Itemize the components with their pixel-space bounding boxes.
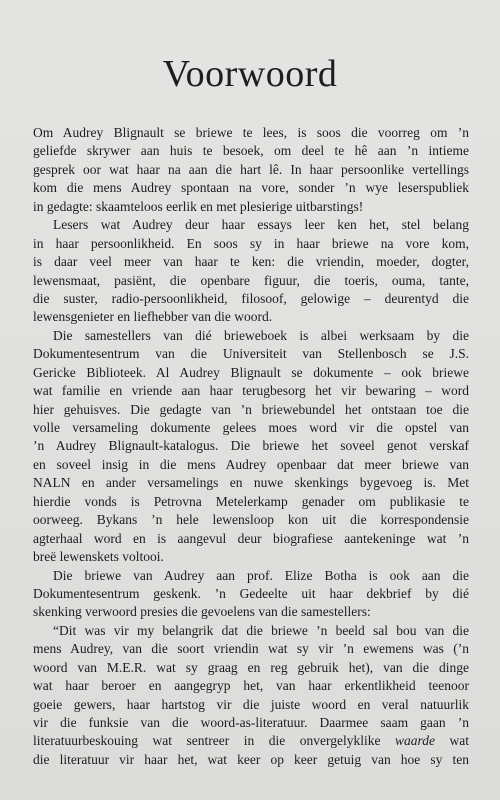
text-line: Om Audrey Blignault se briewe te lees, is soos die voorreg om ’n bbox=[33, 125, 469, 140]
emphasis-text: waarde bbox=[394, 733, 435, 749]
text-line: die suster, radio-persoonlikheid, filosoof, gelowige – deurentyd die bbox=[33, 290, 469, 306]
text-line: is daar veel meer van haar te ken: die vriendin, moeder, dogter, bbox=[33, 254, 469, 270]
text-line: breë lewenskets voltooi. bbox=[33, 549, 164, 565]
text-line: geliefde skrywer aan huis te besoek, om deel te hê aan ’n intieme bbox=[33, 143, 469, 159]
text-line: skenking verwoord presies die gevoelens van die samestellers: bbox=[33, 604, 371, 620]
text-line: volle versameling dokumente gelees moes word vir die opstel van bbox=[33, 420, 469, 435]
page-title: Voorwoord bbox=[162, 53, 338, 95]
text-line: Die samestellers van dié brieweboek is albei werksaam by die bbox=[53, 327, 469, 343]
text-line: Die briewe van Audrey aan prof. Elize Botha is ook aan die bbox=[53, 567, 469, 583]
text-line: agterhaal word en is aangevul deur biografiese aantekeninge wat ’n bbox=[33, 530, 469, 546]
text-line: “Dit was vir my belangrik dat die briewe ’n beeld sal bou van die bbox=[53, 622, 469, 638]
text-line: NALN en ander versamelings en nuwe skenkings bygevoeg is. Met bbox=[33, 475, 469, 491]
text-line: woord van M.E.R. wat sy graag en reg gebruik het), van die dinge bbox=[33, 659, 469, 675]
text-line: kom die mens Audrey spontaan na vore, sonder ’n wye leserspubliek bbox=[33, 180, 469, 196]
text-line: Gericke Biblioteek. Al Audrey Blignault se dokumente – ook briewe bbox=[33, 364, 469, 380]
body-text bbox=[33, 124, 469, 769]
text-line: Dokumentesentrum geskenk. ’n Gedeelte uit haar dekbrief by dié bbox=[33, 585, 469, 601]
text-line: in haar persoonlikheid. En soos sy in haar briewe na vore kom, bbox=[33, 235, 469, 251]
text-line: wat haar beroer en aangegryp het, van haar erkentlikheid teenoor bbox=[33, 678, 469, 694]
text-line: gesprek oor wat haar na aan die hart lê. In haar persoonlike vertellings bbox=[33, 161, 469, 177]
text-line: wat familie en vriende aan haar terugbesorg het vir bewaring – word bbox=[33, 383, 469, 399]
text-line: en soveel insig in die mens Audrey openbaar dat meer briewe van bbox=[33, 456, 469, 472]
text-line: die literatuur vir haar het, wat keer op keer getuig van hoe sy ten bbox=[33, 751, 469, 767]
text-line: literatuurbeskouing wat sentreer in die onvergelyklike waarde wat bbox=[33, 733, 469, 749]
text-line: hier gehuisves. Die gedagte van ’n briewebundel het ontstaan toe die bbox=[33, 401, 469, 417]
text-line: ’n Audrey Blignault-katalogus. Die briewe het soveel genot verskaf bbox=[33, 438, 469, 454]
text-line: hierdie vonds is Petrovna Metelerkamp genader om publikasie te bbox=[33, 493, 469, 509]
text-line: Lesers wat Audrey deur haar essays leer ken het, stel belang bbox=[53, 217, 469, 233]
text-line: vir die funksie van die woord-as-literatuur. Daarmee saam gaan ’n bbox=[33, 715, 469, 730]
text-line: goeie gewers, haar hartstog vir die juiste woord en veral natuurlik bbox=[33, 696, 469, 712]
text-line: mens Audrey, van die soort vriendin wat sy vir ’n ewemens was (’n bbox=[33, 641, 469, 657]
text-line: lewensgenieter en liefhebber van die woord. bbox=[33, 309, 273, 325]
text-line: oorweeg. Bykans ’n hele lewensloop kon uit die korrespondensie bbox=[33, 512, 469, 528]
text-line: Dokumentesentrum van die Universiteit van Stellenbosch se J.S. bbox=[33, 346, 469, 362]
text-line: lewensmaat, pasiënt, die openbare figuur, die toeris, ouma, tante, bbox=[33, 272, 469, 288]
text-line: in gedagte: skaamteloos eerlik en met plesierige uitbarstings! bbox=[33, 198, 364, 214]
